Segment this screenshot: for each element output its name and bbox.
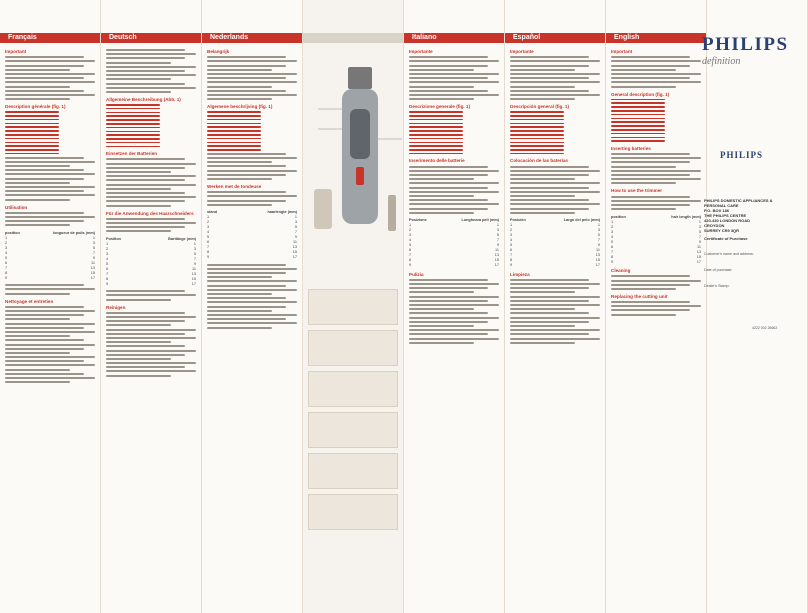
- column-english: [606, 0, 707, 613]
- length-table: stand haarlengte (mm) 1 1 2 3 3 5 4 7 5 9 6 11 7 13 8 15 9 17: [207, 210, 297, 260]
- document-code: 4222 002 26662: [752, 326, 778, 330]
- column-german: [101, 0, 202, 613]
- philips-logo: PHILIPS: [702, 34, 789, 55]
- section-description: Descrizione generale (fig. 1): [409, 104, 471, 110]
- section-description: Description générale (fig. 1): [5, 104, 66, 110]
- section-important: Important: [611, 49, 633, 54]
- column-dutch: [202, 0, 303, 613]
- column-italian: [404, 0, 505, 613]
- lang-header-figures: [303, 33, 403, 43]
- section-description: General description (fig. 1): [611, 91, 670, 97]
- dealer-field: Dealer's Stamp:: [704, 284, 730, 288]
- customer-field: Customer's name and address:: [704, 252, 754, 256]
- figure-panel: [308, 330, 398, 366]
- section-use: Inserimento delle batterie: [409, 158, 465, 164]
- philips-logo-small: PHILIPS: [720, 150, 764, 160]
- section-important: Importante: [510, 49, 534, 54]
- cover-panel: [707, 0, 808, 613]
- figure-panel: [308, 371, 398, 407]
- lang-header-english: English: [606, 33, 706, 43]
- section-cleaning: Cleaning: [611, 268, 631, 274]
- lang-header-french: Français: [0, 33, 100, 43]
- lang-header-italian: Italiano: [404, 33, 504, 43]
- lang-header-dutch: Nederlands: [202, 33, 302, 43]
- length-table: position longueur de poils (mm) 1 1 2 3 3 5 4 7 5 9 6 11 7 13 8 15 9 17: [5, 230, 95, 280]
- length-table: Posición Largo del pelo (mm) 1 1 2 3 3 5 4 7 5 9 6 11 7 13 8 15 9 17: [510, 218, 600, 268]
- length-table: Posizione Lunghezza peli (mm) 1 1 2 3 3 5 4 7 5 9 6 11 7 13 8 15 9 17: [409, 218, 499, 268]
- column-spanish: [505, 0, 606, 613]
- section-charge: Einsetzen der Batterien: [106, 151, 158, 157]
- section-clean: Limpieza: [510, 271, 530, 277]
- lang-header-german: Deutsch: [101, 33, 201, 43]
- section-insert: Inserting batteries: [611, 145, 651, 151]
- section-important: Important: [5, 49, 27, 54]
- length-table: position hair length (mm) 1 1 2 3 3 5 4 7 5 9 6 11 7 13 8 15 9 17: [611, 214, 701, 264]
- section-clean: Nettoyage et entretien: [5, 298, 54, 304]
- section-clean: Pulizia: [409, 271, 424, 277]
- section-use: Werken met de tondeuse: [207, 183, 262, 189]
- section-description: Allgemeine Beschreibung (Abb. 1): [106, 96, 181, 102]
- lang-header-spanish: Español: [505, 33, 605, 43]
- product-line: definition: [702, 56, 741, 67]
- figure-panel: [308, 289, 398, 325]
- trimmer-figure: [308, 49, 404, 279]
- section-important: Importante: [409, 49, 433, 54]
- section-use: Colocación de las baterías: [510, 158, 568, 164]
- section-howto: How to use the trimmer: [611, 188, 663, 194]
- date-field: Date of purchase:: [704, 268, 733, 272]
- figure-panel: [308, 453, 398, 489]
- figure-panel: [308, 412, 398, 448]
- figure-panel: [308, 494, 398, 530]
- section-use: Für die Anwendung des Haarschneiders: [106, 210, 194, 216]
- section-clean: Reinigen: [106, 304, 126, 310]
- section-important: Belangrijk: [207, 49, 230, 54]
- section-use: Utilisation: [5, 204, 28, 210]
- column-figures: [303, 0, 404, 613]
- section-description: Algemene beschrijving (fig. 1): [207, 104, 273, 110]
- column-french: [0, 0, 101, 613]
- address-block: PHILIPS DOMESTIC APPLIANCES & PERSONAL CARE P.O. BOX 186 THE PHILIPS CENTRE 420-430 LONDON ROAD CROYDON SURREY CR9 3QR Certificate of Purchase: [704, 198, 773, 241]
- section-replace: Replacing the cutting unit: [611, 293, 668, 299]
- section-description: Descripción general (fig. 1): [510, 104, 569, 110]
- length-table: Position Bartlänge (mm) 1 1 2 3 3 5 4 7 5 9 6 11 7 13 8 15 9 17: [106, 236, 196, 286]
